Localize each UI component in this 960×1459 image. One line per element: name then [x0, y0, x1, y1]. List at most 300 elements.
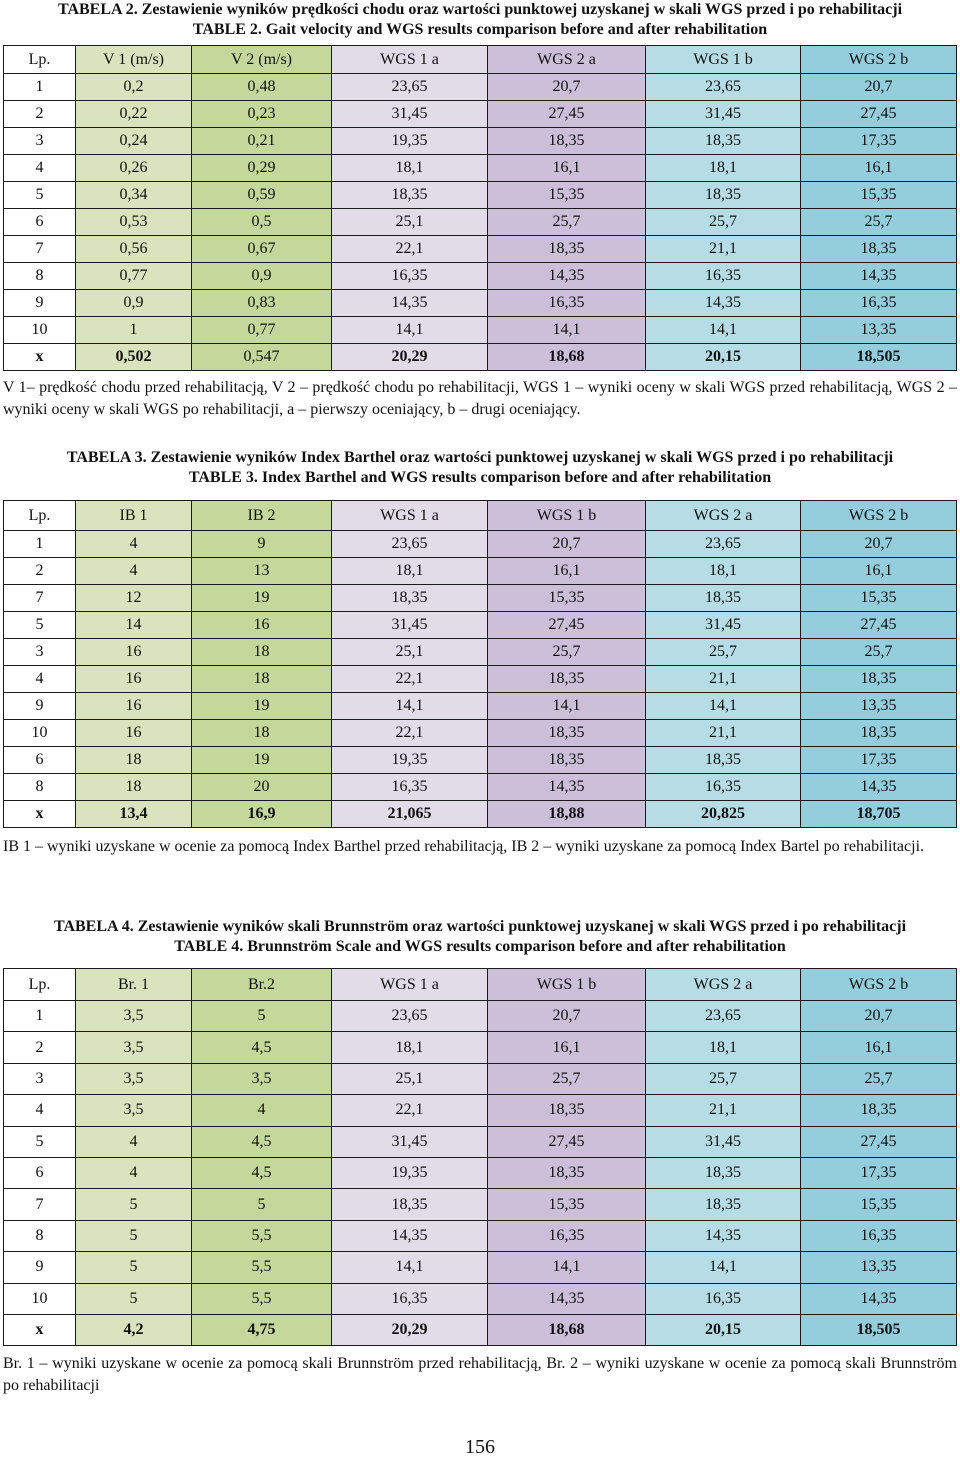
table-cell: 23,65 [332, 74, 488, 101]
table-cell: 17,35 [801, 747, 957, 774]
column-header: IB 1 [76, 501, 192, 531]
table-row [4, 1001, 957, 1032]
table-cell: 18,35 [646, 585, 801, 612]
column-header: WGS 1 b [488, 501, 646, 531]
table-cell: 18,35 [646, 128, 801, 155]
column-header: WGS 2 a [646, 969, 801, 1001]
table-cell: 21,1 [646, 666, 801, 693]
table-cell: 18,35 [646, 747, 801, 774]
table-cell: 18,1 [332, 155, 488, 182]
table-cell: 0,77 [76, 263, 192, 290]
table4-caption-pl: TABELA 4. Zestawienie wyników skali Brunnström oraz wartości punktowej uzyskanej w skali WGS przed i po rehabilitacji [53, 918, 907, 935]
table-cell: 18,35 [332, 1189, 488, 1220]
table-cell: 18,35 [646, 1189, 801, 1220]
table-cell: 14 [76, 612, 192, 639]
table-cell: 15,35 [488, 1189, 646, 1220]
table2-note: V 1– prędkość chodu przed rehabilitacją, V 2 – prędkość chodu po rehabilitacji, WGS 1 – wyniki oceny w skali WGS przed rehabilitacją, WGS 2 – wyniki oceny w skali WGS po rehabilitacji, a – pierwszy oceniający, b – drugi oceniający. [3, 379, 957, 418]
table-cell: 18,35 [488, 720, 646, 747]
table-cell: 3 [4, 1063, 76, 1094]
table-cell: 18 [76, 747, 192, 774]
table-cell: 5 [76, 1252, 192, 1283]
table-cell: 23,65 [332, 531, 488, 558]
table-header-row [4, 46, 957, 74]
table-cell: 0,5 [192, 209, 332, 236]
table-cell: 0,83 [192, 290, 332, 317]
table-cell: 16,35 [488, 1220, 646, 1251]
table-row [4, 720, 957, 747]
table-cell: 17,35 [801, 1157, 957, 1188]
table-cell: 0,22 [76, 101, 192, 128]
table-cell: 16,35 [332, 263, 488, 290]
table-row [4, 747, 957, 774]
summary-cell: 20,15 [646, 344, 801, 371]
table-cell: 14,35 [488, 774, 646, 801]
table-cell: 14,35 [801, 263, 957, 290]
column-header: WGS 2 b [801, 46, 957, 74]
table-cell: 27,45 [801, 101, 957, 128]
table-row [4, 263, 957, 290]
table-cell: 14,1 [646, 693, 801, 720]
table-cell: 5,5 [192, 1252, 332, 1283]
table-cell: 0,77 [192, 317, 332, 344]
table-cell: 31,45 [646, 1126, 801, 1157]
table-cell: 1 [4, 531, 76, 558]
table-cell: 18,35 [332, 182, 488, 209]
table-cell: 14,35 [488, 263, 646, 290]
table-cell: 14,35 [646, 290, 801, 317]
table-cell: 14,1 [332, 317, 488, 344]
table-row [4, 290, 957, 317]
table-cell: 2 [4, 1032, 76, 1063]
table-row [4, 317, 957, 344]
table-cell: 1 [4, 1001, 76, 1032]
table-cell: 8 [4, 774, 76, 801]
table-cell: 20,7 [488, 531, 646, 558]
table3-caption-pl: TABELA 3. Zestawienie wyników Index Barthel oraz wartości punktowej uzyskanej w skali WGS przed i po rehabilitacji [66, 449, 894, 466]
table-cell: 13 [192, 558, 332, 585]
table-row [4, 128, 957, 155]
table-cell: 18,35 [801, 666, 957, 693]
table-cell: 4 [76, 558, 192, 585]
summary-cell: 21,065 [332, 801, 488, 828]
table-cell: 25,1 [332, 639, 488, 666]
table-cell: 3,5 [192, 1063, 332, 1094]
table-row [4, 666, 957, 693]
table-row [4, 774, 957, 801]
table-cell: 19 [192, 585, 332, 612]
table-cell: 15,35 [801, 182, 957, 209]
table-cell: 31,45 [332, 101, 488, 128]
table-cell: 22,1 [332, 1095, 488, 1126]
table-cell: 22,1 [332, 720, 488, 747]
table-cell: 18,35 [488, 1157, 646, 1188]
table3-caption [0, 448, 960, 488]
table-cell: 18,35 [646, 1157, 801, 1188]
table4-caption [0, 917, 960, 957]
table-cell: 14,35 [801, 1283, 957, 1314]
table-cell: 9 [192, 531, 332, 558]
table-cell: 19,35 [332, 1157, 488, 1188]
table-cell: 21,1 [646, 720, 801, 747]
table-cell: 18,35 [488, 128, 646, 155]
table-cell: 19 [192, 747, 332, 774]
table-cell: 5 [192, 1001, 332, 1032]
summary-cell: 4,2 [76, 1314, 192, 1345]
table-cell: 16,1 [801, 1032, 957, 1063]
table-header-row [4, 969, 957, 1001]
table-cell: 22,1 [332, 236, 488, 263]
table-cell: 5 [76, 1189, 192, 1220]
table-cell: 4 [76, 531, 192, 558]
table-cell: 6 [4, 747, 76, 774]
table-cell: 25,7 [646, 1063, 801, 1094]
table-cell: 10 [4, 317, 76, 344]
summary-cell: 18,88 [488, 801, 646, 828]
table-cell: 18,35 [801, 1095, 957, 1126]
table-cell: 18,1 [646, 155, 801, 182]
table-cell: 0,67 [192, 236, 332, 263]
table-cell: 23,65 [646, 1001, 801, 1032]
table-cell: 4 [76, 1157, 192, 1188]
table-cell: 10 [4, 720, 76, 747]
table-cell: 18,35 [488, 666, 646, 693]
table-cell: 0,48 [192, 74, 332, 101]
table-cell: 31,45 [332, 612, 488, 639]
column-header: IB 2 [192, 501, 332, 531]
column-header: V 1 (m/s) [76, 46, 192, 74]
table-cell: 0,9 [192, 263, 332, 290]
table-cell: 20,7 [801, 1001, 957, 1032]
table-cell: 13,35 [801, 693, 957, 720]
table-cell: 5 [4, 182, 76, 209]
table-cell: 31,45 [332, 1126, 488, 1157]
table-cell: 5 [4, 612, 76, 639]
table-cell: 5 [76, 1220, 192, 1251]
table-cell: 6 [4, 209, 76, 236]
table-cell: 16,1 [488, 1032, 646, 1063]
table-cell: 23,65 [646, 531, 801, 558]
table-cell: 27,45 [488, 101, 646, 128]
summary-row [4, 801, 957, 828]
column-header: WGS 1 b [488, 969, 646, 1001]
table-cell: 0,59 [192, 182, 332, 209]
table-cell: 25,7 [801, 209, 957, 236]
table-cell: 15,35 [488, 585, 646, 612]
table-cell: 5 [76, 1283, 192, 1314]
table-cell: 14,35 [332, 290, 488, 317]
table-cell: 21,1 [646, 236, 801, 263]
table-cell: 18,35 [801, 720, 957, 747]
column-header: WGS 2 a [646, 501, 801, 531]
table-cell: 4 [192, 1095, 332, 1126]
table-cell: 14,1 [488, 1252, 646, 1283]
table-cell: 18,35 [646, 182, 801, 209]
table-cell: 15,35 [488, 182, 646, 209]
table-cell: 5 [4, 1126, 76, 1157]
table-row [4, 74, 957, 101]
table-cell: 31,45 [646, 101, 801, 128]
table-cell: 21,1 [646, 1095, 801, 1126]
table-cell: 18,35 [332, 585, 488, 612]
table-cell: 23,65 [332, 1001, 488, 1032]
summary-cell: 20,29 [332, 344, 488, 371]
summary-cell: 18,505 [801, 1314, 957, 1345]
table-cell: 25,7 [801, 639, 957, 666]
table-row [4, 1220, 957, 1251]
summary-cell: 0,547 [192, 344, 332, 371]
summary-cell: 13,4 [76, 801, 192, 828]
table-cell: 18 [192, 666, 332, 693]
table-row [4, 1095, 957, 1126]
table-cell: 15,35 [801, 585, 957, 612]
table-cell: 3,5 [76, 1063, 192, 1094]
table-cell: 16,35 [332, 1283, 488, 1314]
column-header: Lp. [4, 46, 76, 74]
summary-cell: 18,68 [488, 1314, 646, 1345]
table-cell: 16 [76, 720, 192, 747]
column-header: WGS 2 b [801, 501, 957, 531]
table-row [4, 1126, 957, 1157]
table-cell: 3,5 [76, 1032, 192, 1063]
table-cell: 14,1 [488, 317, 646, 344]
table-cell: 3 [4, 639, 76, 666]
summary-cell: 0,502 [76, 344, 192, 371]
table-cell: 12 [76, 585, 192, 612]
table-cell: 18,35 [488, 1095, 646, 1126]
table2-caption-en: TABLE 2. Gait velocity and WGS results comparison before and after rehabilitation [192, 21, 768, 38]
column-header: Lp. [4, 969, 76, 1001]
table-cell: 18,1 [332, 558, 488, 585]
table-cell: 0,56 [76, 236, 192, 263]
table-cell: 27,45 [488, 612, 646, 639]
table-cell: 25,7 [488, 1063, 646, 1094]
table-cell: 0,23 [192, 101, 332, 128]
table4 [3, 968, 957, 1346]
table-cell: 16 [76, 666, 192, 693]
table-cell: 7 [4, 1189, 76, 1220]
table-cell: 18,1 [332, 1032, 488, 1063]
column-header: WGS 2 a [488, 46, 646, 74]
table-cell: 1 [76, 317, 192, 344]
table-cell: 16,35 [646, 774, 801, 801]
table-row [4, 236, 957, 263]
summary-cell: 20,825 [646, 801, 801, 828]
table-cell: 20,7 [801, 74, 957, 101]
table-cell: 3,5 [76, 1001, 192, 1032]
table-cell: 16,1 [488, 558, 646, 585]
table-cell: 14,1 [646, 1252, 801, 1283]
table-row [4, 1189, 957, 1220]
table-cell: 18 [76, 774, 192, 801]
table-cell: 20,7 [488, 74, 646, 101]
table-cell: 16,1 [488, 155, 646, 182]
table-cell: 4 [4, 666, 76, 693]
table-cell: 14,35 [646, 1220, 801, 1251]
table-cell: 0,34 [76, 182, 192, 209]
table-row [4, 209, 957, 236]
table-row [4, 585, 957, 612]
table-row [4, 1032, 957, 1063]
table4-caption-en: TABLE 4. Brunnström Scale and WGS results comparison before and after rehabilitation [174, 938, 786, 955]
table-cell: 23,65 [646, 74, 801, 101]
table-cell: 16,35 [488, 290, 646, 317]
table-cell: 9 [4, 693, 76, 720]
table-cell: 4 [76, 1126, 192, 1157]
table-cell: 16,1 [801, 155, 957, 182]
column-header: WGS 2 b [801, 969, 957, 1001]
table-cell: 18,35 [488, 236, 646, 263]
table-cell: 16 [76, 693, 192, 720]
table-cell: 0,24 [76, 128, 192, 155]
table-row [4, 1252, 957, 1283]
table-row [4, 1063, 957, 1094]
table-cell: 18 [192, 720, 332, 747]
table-cell: 25,7 [488, 209, 646, 236]
table-cell: 31,45 [646, 612, 801, 639]
table-row [4, 1157, 957, 1188]
table-cell: 16 [76, 639, 192, 666]
table-cell: 4,5 [192, 1032, 332, 1063]
summary-cell: x [4, 801, 76, 828]
table-cell: 16,35 [332, 774, 488, 801]
table-cell: 4,5 [192, 1126, 332, 1157]
table-cell: 14,1 [488, 693, 646, 720]
table-cell: 2 [4, 558, 76, 585]
table-cell: 16,35 [646, 263, 801, 290]
table-cell: 9 [4, 1252, 76, 1283]
table-cell: 4 [4, 155, 76, 182]
table-cell: 0,9 [76, 290, 192, 317]
table-cell: 18,35 [488, 747, 646, 774]
table-cell: 7 [4, 585, 76, 612]
table2-caption [0, 0, 960, 40]
summary-cell: 16,9 [192, 801, 332, 828]
table-cell: 5,5 [192, 1283, 332, 1314]
table-cell: 25,7 [646, 639, 801, 666]
table-cell: 25,7 [488, 639, 646, 666]
table-cell: 14,35 [488, 1283, 646, 1314]
summary-cell: x [4, 1314, 76, 1345]
table3-caption-en: TABLE 3. Index Barthel and WGS results comparison before and after rehabilitation [188, 469, 772, 486]
column-header: Br. 1 [76, 969, 192, 1001]
table-cell: 3 [4, 128, 76, 155]
table-row [4, 531, 957, 558]
table-row [4, 639, 957, 666]
table3 [3, 500, 957, 828]
table-cell: 15,35 [801, 1189, 957, 1220]
table-cell: 18,1 [646, 1032, 801, 1063]
table-cell: 14,1 [646, 317, 801, 344]
table2 [3, 45, 957, 371]
table-cell: 5 [192, 1189, 332, 1220]
table-cell: 27,45 [488, 1126, 646, 1157]
column-header: WGS 1 a [332, 501, 488, 531]
table-cell: 6 [4, 1157, 76, 1188]
table-cell: 0,29 [192, 155, 332, 182]
table-row [4, 612, 957, 639]
summary-cell: 18,68 [488, 344, 646, 371]
table-cell: 14,35 [801, 774, 957, 801]
table-row [4, 558, 957, 585]
table-cell: 20,7 [801, 531, 957, 558]
table-cell: 4,5 [192, 1157, 332, 1188]
table-cell: 16 [192, 612, 332, 639]
table-cell: 13,35 [801, 1252, 957, 1283]
table-cell: 16,35 [801, 290, 957, 317]
summary-cell: 20,29 [332, 1314, 488, 1345]
table-cell: 22,1 [332, 666, 488, 693]
table-cell: 27,45 [801, 612, 957, 639]
table-cell: 20,7 [488, 1001, 646, 1032]
page-number: 156 [465, 1436, 495, 1458]
summary-row [4, 344, 957, 371]
table-cell: 4 [4, 1095, 76, 1126]
table-cell: 0,26 [76, 155, 192, 182]
table-cell: 14,1 [332, 1252, 488, 1283]
column-header: WGS 1 a [332, 969, 488, 1001]
summary-cell: 20,15 [646, 1314, 801, 1345]
column-header: WGS 1 a [332, 46, 488, 74]
table-cell: 25,1 [332, 209, 488, 236]
table-cell: 10 [4, 1283, 76, 1314]
table-row [4, 101, 957, 128]
table-cell: 2 [4, 101, 76, 128]
summary-cell: 18,705 [801, 801, 957, 828]
table4-note: Br. 1 – wyniki uzyskane w ocenie za pomocą skali Brunnström przed rehabilitacją, Br. 2 – wyniki uzyskane w ocenie za pomocą skali Brunnström po rehabilitacji [3, 1355, 957, 1394]
table-cell: 18 [192, 639, 332, 666]
table-cell: 5,5 [192, 1220, 332, 1251]
summary-cell: 4,75 [192, 1314, 332, 1345]
table-cell: 0,21 [192, 128, 332, 155]
table3-note: IB 1 – wyniki uzyskane w ocenie za pomocą Index Barthel przed rehabilitacją, IB 2 – wyniki uzyskane za pomocą Index Bartel po rehabilitacji. [3, 838, 925, 855]
table-cell: 8 [4, 1220, 76, 1251]
table-cell: 13,35 [801, 317, 957, 344]
table-cell: 19,35 [332, 128, 488, 155]
table-cell: 1 [4, 74, 76, 101]
table-cell: 25,7 [646, 209, 801, 236]
table-cell: 3,5 [76, 1095, 192, 1126]
column-header: V 2 (m/s) [192, 46, 332, 74]
table-cell: 16,35 [646, 1283, 801, 1314]
table-cell: 19,35 [332, 747, 488, 774]
table2-caption-pl: TABELA 2. Zestawienie wyników prędkości chodu oraz wartości punktowej uzyskanej w skali WGS przed i po rehabilitacji [57, 1, 903, 18]
table-cell: 14,35 [332, 1220, 488, 1251]
table-cell: 16,35 [801, 1220, 957, 1251]
summary-row [4, 1314, 957, 1345]
summary-cell: 18,505 [801, 344, 957, 371]
table-row [4, 693, 957, 720]
table-row [4, 182, 957, 209]
table-row [4, 155, 957, 182]
table-cell: 16,1 [801, 558, 957, 585]
table-cell: 27,45 [801, 1126, 957, 1157]
table-cell: 7 [4, 236, 76, 263]
table-cell: 8 [4, 263, 76, 290]
table-cell: 18,35 [801, 236, 957, 263]
table-cell: 20 [192, 774, 332, 801]
table-cell: 25,7 [801, 1063, 957, 1094]
table-cell: 17,35 [801, 128, 957, 155]
summary-cell: x [4, 344, 76, 371]
column-header: Lp. [4, 501, 76, 531]
table-cell: 0,53 [76, 209, 192, 236]
table-header-row [4, 501, 957, 531]
table-row [4, 1283, 957, 1314]
table-cell: 18,1 [646, 558, 801, 585]
column-header: WGS 1 b [646, 46, 801, 74]
table-cell: 19 [192, 693, 332, 720]
column-header: Br.2 [192, 969, 332, 1001]
